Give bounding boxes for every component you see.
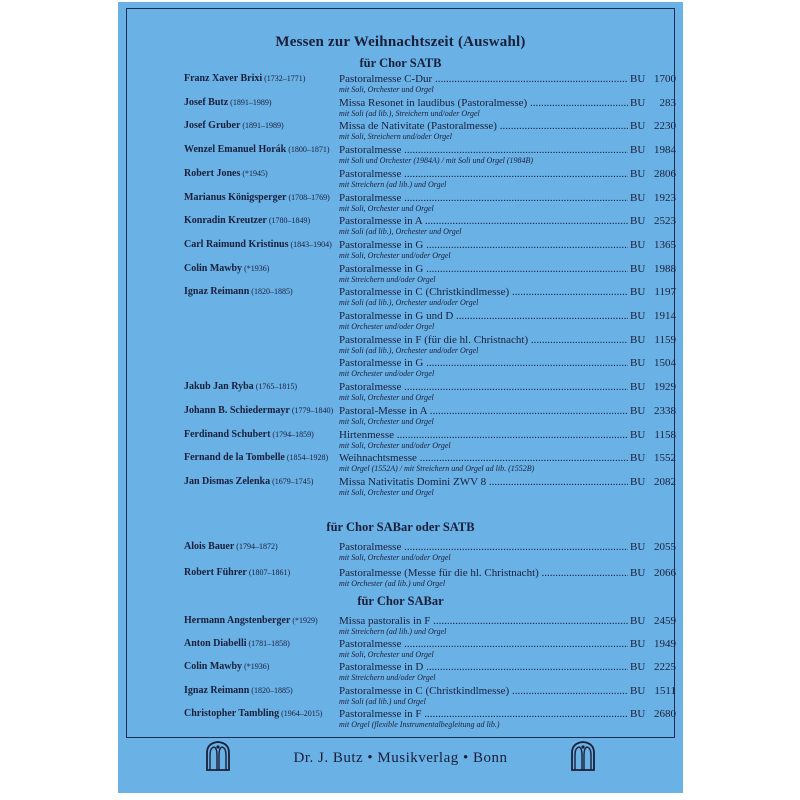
catalog-number bbox=[630, 168, 680, 181]
work-title-text: Pastoralmesse (Messe für die hl. Christnacht) bbox=[339, 566, 539, 579]
catalog-number bbox=[630, 429, 680, 442]
scoring-detail: mit Streichern (ad lib.) und Orgel bbox=[339, 179, 447, 189]
scoring-detail: mit Soli, Orchester und Orgel bbox=[339, 487, 434, 497]
catalog-prefix: BU bbox=[630, 167, 646, 180]
catalog-number-value: 2225 bbox=[654, 661, 676, 674]
catalog-entry bbox=[118, 541, 683, 567]
catalog-entry bbox=[118, 615, 683, 641]
catalog-number bbox=[630, 541, 680, 554]
catalog-number bbox=[630, 97, 680, 110]
catalog-prefix: BU bbox=[630, 262, 646, 275]
catalog-number-value: 2338 bbox=[654, 404, 676, 417]
catalog-number-value: 1504 bbox=[654, 357, 676, 370]
catalog-number bbox=[630, 73, 680, 86]
composer-years: (1800–1871) bbox=[288, 145, 330, 155]
catalog-entry bbox=[118, 192, 683, 218]
catalog-entry bbox=[118, 239, 683, 265]
composer bbox=[184, 476, 313, 487]
catalog-number-value: 1988 bbox=[654, 262, 676, 275]
section-heading-sabar: für Chor SABar bbox=[357, 594, 444, 608]
composer-name: Josef Butz bbox=[184, 96, 229, 108]
composer bbox=[184, 73, 305, 84]
composer-years: (1854–1928) bbox=[286, 453, 329, 463]
composer-years: (1794–1872) bbox=[236, 542, 278, 551]
scoring-detail: mit Soli (ad lib.), Orchester und Orgel bbox=[339, 227, 462, 237]
composer-years: (1820–1885) bbox=[251, 287, 293, 297]
work-title-text: Pastoralmesse in F (für die hl. Christnacht) bbox=[339, 333, 529, 346]
work-title-text: Pastoralmesse in A bbox=[339, 215, 423, 228]
catalog-number-value: 1159 bbox=[654, 333, 676, 346]
scoring-detail: mit Streichern und/oder Orgel bbox=[339, 673, 436, 683]
composer-years: (*1936) bbox=[244, 263, 270, 273]
catalog-number-value: 1984 bbox=[654, 144, 676, 157]
work-title-text: Missa Resonet in laudibus (Pastoralmesse) bbox=[339, 96, 528, 109]
catalog-prefix: BU bbox=[630, 541, 646, 553]
catalog-number bbox=[630, 144, 680, 157]
scoring-detail: mit Orchester und/oder Orgel bbox=[339, 369, 435, 379]
scoring-detail: mit Streichern und/oder Orgel bbox=[339, 274, 436, 284]
composer-years: (*1945) bbox=[242, 168, 268, 178]
catalog-number bbox=[630, 615, 680, 628]
work-title-text: Pastoral-Messe in A bbox=[339, 404, 427, 417]
catalog-entry bbox=[118, 215, 683, 241]
catalog-number bbox=[630, 286, 680, 299]
scoring-detail: mit Soli, Streichern und/oder Orgel bbox=[339, 132, 452, 142]
composer-name: Ignaz Reimann bbox=[184, 684, 250, 696]
catalog-prefix: BU bbox=[630, 357, 646, 370]
composer-name: Ignaz Reimann bbox=[184, 286, 250, 298]
composer-name: Ferdinand Schubert bbox=[184, 428, 271, 440]
composer-name: Wenzel Emanuel Horák bbox=[184, 144, 287, 156]
catalog-prefix: BU bbox=[630, 615, 646, 627]
section-heading-sabar-or-satb: für Chor SABar oder SATB bbox=[326, 520, 475, 534]
work-title-text: Pastoralmesse in C (Christkindlmesse) bbox=[339, 684, 510, 697]
composer bbox=[184, 661, 269, 672]
composer bbox=[184, 429, 314, 440]
composer-name: Anton Diabelli bbox=[184, 638, 247, 650]
composer-years: (1765–1815) bbox=[255, 382, 298, 392]
composer-years: (1679–1745) bbox=[272, 476, 314, 486]
catalog-prefix: BU bbox=[630, 286, 646, 299]
composer-years: (1820–1885) bbox=[251, 685, 293, 695]
composer-name: Josef Gruber bbox=[184, 120, 241, 132]
catalog-number-value: 2806 bbox=[654, 167, 676, 180]
catalog-entry bbox=[118, 429, 683, 455]
catalog-number-value: 1949 bbox=[654, 638, 676, 651]
composer-name: Christopher Tambling bbox=[184, 707, 280, 719]
catalog-prefix: BU bbox=[630, 428, 646, 441]
catalog-number-value: 1197 bbox=[654, 286, 676, 299]
composer bbox=[184, 357, 186, 368]
catalog-number bbox=[630, 381, 680, 394]
work-title-text: Pastoralmesse bbox=[339, 541, 402, 553]
catalog-number-value: 1158 bbox=[654, 428, 676, 441]
scoring-detail: mit Soli, Orchester und Orgel bbox=[339, 416, 434, 426]
catalog-number bbox=[630, 638, 680, 651]
work-title-text: Pastoralmesse bbox=[339, 191, 402, 204]
work-title-text: Hirtenmesse bbox=[339, 428, 394, 441]
work-title-text: Pastoralmesse in G bbox=[339, 357, 424, 370]
scoring-detail: mit Soli, Orchester und/oder Orgel bbox=[339, 553, 451, 562]
catalog-page bbox=[118, 2, 683, 793]
catalog-prefix: BU bbox=[630, 215, 646, 228]
catalog-prefix: BU bbox=[630, 404, 646, 417]
catalog-number bbox=[630, 405, 680, 418]
work-title-text: Pastoralmesse in F bbox=[339, 707, 422, 720]
composer bbox=[184, 615, 318, 626]
catalog-number-value: 1552 bbox=[654, 452, 676, 465]
catalog-prefix: BU bbox=[630, 661, 646, 674]
composer-years: (1843–1904) bbox=[290, 239, 332, 249]
composer-years: (1891–1989) bbox=[242, 121, 284, 131]
scoring-detail: mit Soli (ad lib.), Orchester und/oder Orgel bbox=[339, 298, 479, 308]
publisher-footer: Dr. J. Butz • Musikverlag • Bonn bbox=[293, 750, 508, 766]
composer bbox=[184, 567, 290, 578]
catalog-number bbox=[630, 708, 680, 721]
composer-years: (1794–1859) bbox=[272, 429, 314, 439]
work-title-text: Weihnachtsmesse bbox=[339, 452, 417, 465]
catalog-prefix: BU bbox=[630, 310, 646, 322]
catalog-prefix: BU bbox=[630, 191, 646, 204]
composer bbox=[184, 638, 290, 649]
composer-name: Franz Xaver Brixi bbox=[184, 73, 263, 84]
composer bbox=[184, 144, 330, 155]
scoring-detail: mit Soli, Orchester und Orgel bbox=[339, 650, 434, 660]
catalog-entry bbox=[118, 405, 683, 431]
composer-name: Marianus Königsperger bbox=[184, 191, 287, 203]
catalog-entry bbox=[118, 144, 683, 170]
catalog-number-value: 2459 bbox=[654, 615, 676, 627]
scoring-detail: mit Soli, Orchester und Orgel bbox=[339, 393, 434, 403]
scoring-detail: mit Soli, Orchester und/oder Orgel bbox=[339, 250, 451, 260]
catalog-prefix: BU bbox=[630, 120, 646, 133]
scoring-detail: mit Soli (ad lib.), Orchester und/oder Orgel bbox=[339, 345, 479, 355]
work-title-text: Missa pastoralis in F bbox=[339, 615, 431, 627]
catalog-entry bbox=[118, 120, 683, 146]
catalog-number bbox=[630, 452, 680, 465]
catalog-prefix: BU bbox=[630, 333, 646, 346]
composer bbox=[184, 685, 293, 696]
catalog-entry bbox=[118, 661, 683, 687]
catalog-number-value: 283 bbox=[659, 96, 676, 109]
work-title-text: Pastoralmesse bbox=[339, 381, 402, 394]
catalog-number bbox=[630, 476, 680, 489]
catalog-number bbox=[630, 685, 680, 698]
composer bbox=[184, 286, 293, 297]
composer-years: (1781–1858) bbox=[248, 639, 290, 649]
scoring-detail: mit Orchester und/oder Orgel bbox=[339, 322, 435, 331]
composer bbox=[184, 381, 297, 392]
catalog-number-value: 1923 bbox=[654, 191, 676, 204]
catalog-number bbox=[630, 120, 680, 133]
work-title-text: Missa de Nativitate (Pastoralmesse) bbox=[339, 120, 497, 133]
composer-years: (1891–1989) bbox=[230, 97, 272, 107]
catalog-prefix: BU bbox=[630, 144, 646, 157]
catalog-entry bbox=[118, 73, 683, 99]
composer-name: Hermann Angstenberger bbox=[184, 615, 291, 626]
work-title-text: Pastoralmesse in G bbox=[339, 238, 424, 251]
catalog-number bbox=[630, 239, 680, 252]
catalog-number-value: 2230 bbox=[654, 120, 676, 133]
work-title-text: Pastoralmesse bbox=[339, 638, 402, 651]
scoring-detail: mit Orgel (1552A) / mit Streichern und Orgel ad lib. (1552B) bbox=[339, 464, 535, 474]
catalog-number-value: 1700 bbox=[654, 73, 676, 85]
catalog-entry bbox=[118, 286, 683, 312]
composer bbox=[184, 263, 269, 274]
scoring-detail: mit Soli, Orchester und/oder Orgel bbox=[339, 440, 451, 450]
scoring-detail: mit Orgel (flexible Instrumentalbegleitung ad lib.) bbox=[339, 719, 500, 729]
work-title-text: Pastoralmesse in G bbox=[339, 262, 424, 275]
composer-name: Robert Führer bbox=[184, 566, 247, 578]
work-title-text: Missa Nativitatis Domini ZWV 8 bbox=[339, 475, 487, 488]
composer bbox=[184, 239, 332, 250]
catalog-number bbox=[630, 310, 680, 323]
catalog-entry bbox=[118, 452, 683, 478]
work-title-text: Pastoralmesse bbox=[339, 144, 402, 157]
catalog-prefix: BU bbox=[630, 96, 646, 109]
composer bbox=[184, 215, 310, 226]
composer bbox=[184, 708, 322, 719]
catalog-number-value: 2523 bbox=[654, 215, 676, 228]
page-title: Messen zur Weihnachtszeit (Auswahl) bbox=[275, 34, 526, 50]
composer bbox=[184, 97, 272, 108]
catalog-entry bbox=[118, 334, 683, 360]
catalog-entry bbox=[118, 381, 683, 407]
work-title-text: Pastoralmesse bbox=[339, 167, 402, 180]
composer bbox=[184, 168, 268, 179]
gothic-window-icon bbox=[570, 741, 596, 771]
composer bbox=[184, 310, 186, 321]
catalog-prefix: BU bbox=[630, 381, 646, 394]
scoring-detail: mit Streichern (ad lib.) und Orgel bbox=[339, 627, 447, 636]
composer bbox=[184, 452, 328, 463]
scoring-detail: mit Soli (ad lib.) und Orgel bbox=[339, 696, 426, 706]
catalog-number-value: 2066 bbox=[654, 566, 676, 579]
composer bbox=[184, 192, 330, 203]
catalog-prefix: BU bbox=[630, 638, 646, 651]
scoring-detail: mit Soli und Orchester (1984A) / mit Soli und Orgel (1984B) bbox=[339, 156, 534, 166]
catalog-prefix: BU bbox=[630, 475, 646, 488]
composer-years: (1964–2015) bbox=[281, 708, 323, 718]
catalog-prefix: BU bbox=[630, 73, 646, 85]
composer bbox=[184, 541, 278, 552]
catalog-number-value: 2082 bbox=[654, 475, 676, 488]
composer-name: Colin Mawby bbox=[184, 262, 243, 274]
catalog-prefix: BU bbox=[630, 238, 646, 251]
composer-years: (1807–1861) bbox=[248, 567, 291, 577]
composer bbox=[184, 334, 186, 345]
composer bbox=[184, 405, 333, 416]
catalog-entry bbox=[118, 638, 683, 664]
catalog-entry bbox=[118, 97, 683, 123]
catalog-number-value: 2680 bbox=[654, 707, 676, 720]
catalog-entry bbox=[118, 168, 683, 194]
composer-name: Alois Bauer bbox=[184, 541, 235, 552]
composer-years: (1732–1771) bbox=[264, 74, 306, 83]
composer-name: Konradin Kreutzer bbox=[184, 215, 267, 227]
composer-name: Johann B. Schiedermayr bbox=[184, 404, 290, 416]
catalog-number bbox=[630, 661, 680, 674]
composer-name: Robert Jones bbox=[184, 167, 241, 179]
catalog-number-value: 1511 bbox=[654, 684, 676, 697]
composer-name: Carl Raimund Kristinus bbox=[184, 238, 289, 250]
work-title-text: Pastoralmesse in G und D bbox=[339, 310, 454, 322]
catalog-entry bbox=[118, 685, 683, 711]
scoring-detail: mit Orchester (ad lib.) und Orgel bbox=[339, 578, 446, 588]
section-heading-satb: für Chor SATB bbox=[359, 56, 442, 70]
catalog-prefix: BU bbox=[630, 684, 646, 697]
composer-years: (1780–1849) bbox=[268, 216, 311, 226]
catalog-prefix: BU bbox=[630, 707, 646, 720]
work-title-text: Pastoralmesse in C (Christkindlmesse) bbox=[339, 286, 510, 299]
catalog-number bbox=[630, 263, 680, 276]
composer bbox=[184, 120, 284, 131]
scoring-detail: mit Soli, Orchester und Orgel bbox=[339, 85, 434, 94]
catalog-number-value: 1365 bbox=[654, 238, 676, 251]
catalog-number-value: 2055 bbox=[654, 541, 676, 553]
catalog-number bbox=[630, 567, 680, 580]
catalog-prefix: BU bbox=[630, 452, 646, 465]
composer-years: (1708–1769) bbox=[288, 192, 330, 202]
catalog-number bbox=[630, 357, 680, 370]
composer-name: Colin Mawby bbox=[184, 661, 243, 673]
catalog-prefix: BU bbox=[630, 566, 646, 579]
composer-name: Fernand de la Tombelle bbox=[184, 452, 285, 464]
catalog-entry bbox=[118, 476, 683, 502]
composer-years: (1779–1840) bbox=[291, 405, 334, 415]
catalog-entry bbox=[118, 310, 683, 336]
catalog-number bbox=[630, 334, 680, 347]
catalog-number-value: 1929 bbox=[654, 381, 676, 394]
scoring-detail: mit Soli (ad lib.), Streichern und/oder Orgel bbox=[339, 108, 480, 118]
scoring-detail: mit Soli, Orchester und Orgel bbox=[339, 203, 434, 213]
catalog-entry bbox=[118, 357, 683, 383]
work-title-text: Pastoralmesse C-Dur bbox=[339, 73, 433, 85]
composer-years: (*1936) bbox=[244, 662, 270, 672]
catalog-entry bbox=[118, 263, 683, 289]
catalog-entry bbox=[118, 567, 683, 593]
composer-name: Jan Dismas Zelenka bbox=[184, 475, 271, 487]
catalog-entry bbox=[118, 708, 683, 734]
composer-name: Jakub Jan Ryba bbox=[184, 381, 254, 393]
catalog-number bbox=[630, 192, 680, 205]
work-title-text: Pastoralmesse in D bbox=[339, 661, 424, 674]
catalog-number bbox=[630, 215, 680, 228]
composer-years: (*1929) bbox=[292, 616, 318, 625]
catalog-number-value: 1914 bbox=[654, 310, 676, 322]
